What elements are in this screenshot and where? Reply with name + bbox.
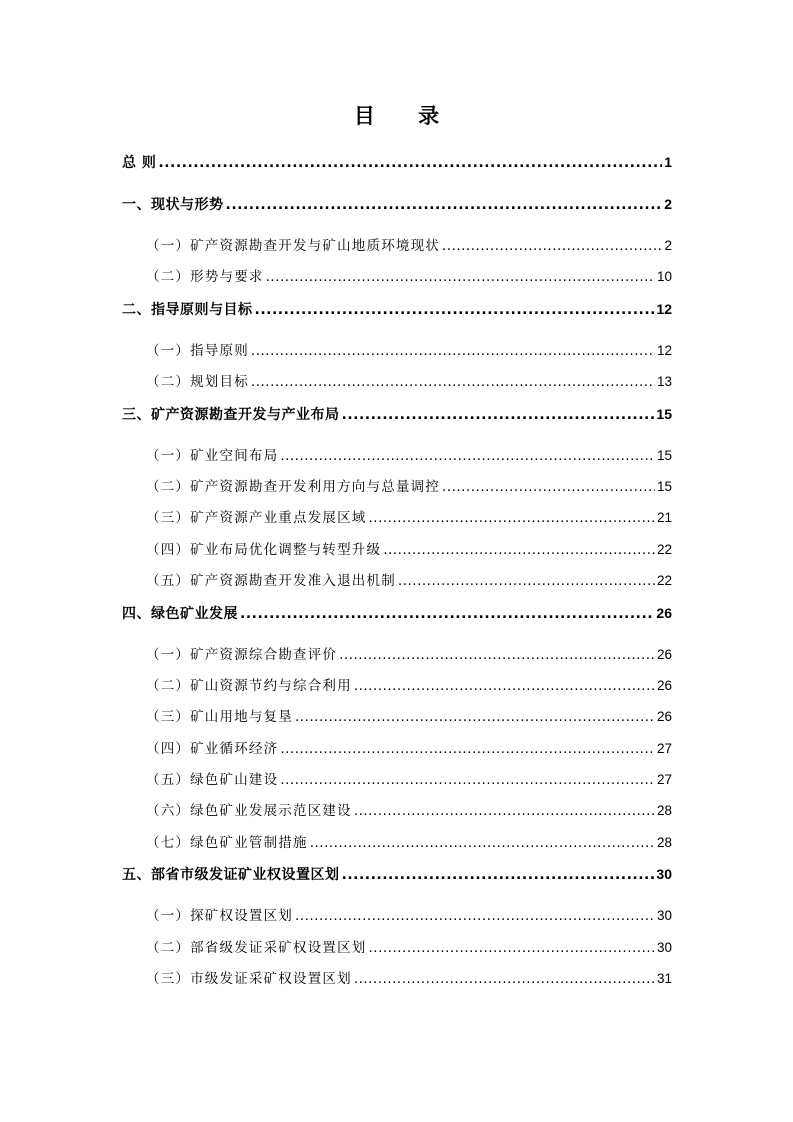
toc-page-number: 10 [656, 269, 672, 285]
toc-chapter-entry[interactable] [122, 858, 672, 900]
toc-section-entry[interactable] [122, 932, 672, 963]
toc-leader-dots [342, 859, 655, 891]
toc-entry-text: （四）矿业布局优化调整与转型升级 [146, 541, 382, 558]
toc-section-entry[interactable] [122, 795, 672, 826]
toc-entry-text: （七）绿色矿业管制措施 [146, 834, 308, 851]
toc-list [122, 146, 672, 994]
toc-page-number: 26 [656, 709, 672, 725]
toc-section-entry[interactable] [122, 261, 672, 292]
toc-page-number: 1 [664, 154, 672, 170]
toc-leader-dots [442, 472, 655, 503]
toc-entry-text: （一）指导原则 [146, 342, 249, 359]
toc-section-entry[interactable] [122, 565, 672, 596]
toc-leader-dots [280, 441, 655, 472]
toc-leader-dots [342, 399, 655, 431]
toc-leader-dots [158, 147, 662, 179]
toc-page-number: 30 [656, 908, 672, 924]
toc-page-number: 15 [656, 447, 672, 463]
toc-entry-text: （一）矿产资源综合勘查评价 [146, 646, 338, 663]
toc-page-number: 28 [656, 834, 672, 850]
toc-leader-dots [354, 964, 655, 995]
toc-section-entry[interactable] [122, 963, 672, 994]
toc-page-number: 31 [656, 971, 672, 987]
toc-leader-dots [255, 294, 655, 326]
toc-entry-text: （三）市级发证采矿权设置区划 [146, 971, 352, 988]
toc-leader-dots [354, 796, 655, 827]
toc-entry-text: （一）矿业空间布局 [146, 447, 279, 464]
toc-section-entry[interactable] [122, 502, 672, 533]
toc-leader-dots [240, 598, 654, 630]
toc-entry-text: （二）矿山资源节约与综合利用 [146, 677, 352, 694]
toc-entry-text: （二）规划目标 [146, 374, 249, 391]
toc-entry-text: （二）矿产资源勘查开发利用方向与总量调控 [146, 478, 440, 495]
toc-entry-text: 四、绿色矿业发展 [122, 605, 238, 622]
toc-page-number: 15 [656, 405, 672, 422]
toc-chapter-entry[interactable] [122, 146, 672, 188]
toc-section-entry[interactable] [122, 335, 672, 366]
toc-entry-text: （一）探矿权设置区划 [146, 908, 293, 925]
toc-leader-dots [310, 828, 655, 859]
toc-section-entry[interactable] [122, 764, 672, 795]
toc-section-entry[interactable] [122, 827, 672, 858]
toc-entry-text: （三）矿山用地与复垦 [146, 709, 293, 726]
toc-section-entry[interactable] [122, 701, 672, 732]
toc-leader-dots [266, 262, 655, 293]
toc-leader-dots [339, 640, 655, 671]
toc-leader-dots [369, 503, 655, 534]
toc-entry-text: （一）矿产资源勘查开发与矿山地质环境现状 [146, 238, 440, 254]
toc-title: 目 录 [353, 104, 458, 128]
toc-page-number: 30 [656, 939, 672, 955]
toc-page-number: 28 [656, 803, 672, 819]
toc-page-number: 15 [656, 478, 672, 494]
toc-leader-dots [251, 336, 655, 367]
toc-page-number: 27 [656, 740, 672, 756]
toc-section-entry[interactable] [122, 230, 672, 261]
toc-section-entry[interactable] [122, 733, 672, 764]
toc-leader-dots [354, 671, 655, 702]
toc-entry-text: 一、现状与形势 [122, 197, 224, 213]
toc-chapter-entry[interactable] [122, 398, 672, 440]
toc-leader-dots [369, 933, 655, 964]
toc-chapter-entry[interactable] [122, 188, 672, 230]
toc-entry-text: 二、指导原则与目标 [122, 301, 253, 318]
toc-section-entry[interactable] [122, 900, 672, 931]
toc-page-number: 26 [656, 604, 672, 621]
toc-entry-text: （三）矿产资源产业重点发展区域 [146, 510, 367, 527]
toc-chapter-entry[interactable] [122, 293, 672, 335]
toc-leader-dots [280, 765, 655, 796]
toc-page-number: 12 [656, 342, 672, 358]
toc-page-number: 2 [664, 238, 672, 253]
toc-page-number: 12 [656, 300, 672, 317]
toc-page-number: 22 [656, 541, 672, 557]
toc-leader-dots [295, 702, 655, 733]
toc-page-number: 27 [656, 772, 672, 788]
toc-leader-dots [295, 901, 655, 932]
toc-page-number: 2 [664, 196, 672, 212]
toc-chapter-entry[interactable] [122, 597, 672, 639]
toc-page-number: 21 [656, 510, 672, 526]
toc-entry-text: （四）矿业循环经济 [146, 740, 279, 757]
toc-entry-text: 五、部省市级发证矿业权设置区划 [122, 867, 340, 884]
toc-page-number: 26 [656, 677, 672, 693]
toc-page-number: 13 [656, 374, 672, 390]
toc-entry-text: 总 则 [122, 155, 157, 171]
toc-section-entry[interactable] [122, 534, 672, 565]
toc-entry-text: （六）绿色矿业发展示范区建设 [146, 803, 352, 820]
toc-page-number: 30 [656, 866, 672, 883]
toc-entry-text: （二）形势与要求 [146, 269, 264, 286]
toc-entry-text: （五）矿产资源勘查开发准入退出机制 [146, 573, 396, 590]
toc-leader-dots [251, 367, 655, 398]
toc-section-entry[interactable] [122, 639, 672, 670]
toc-section-entry[interactable] [122, 440, 672, 471]
toc-page-number: 22 [656, 573, 672, 589]
toc-leader-dots [280, 734, 655, 765]
toc-section-entry[interactable] [122, 366, 672, 397]
toc-page-number: 26 [656, 646, 672, 662]
toc-section-entry[interactable] [122, 670, 672, 701]
toc-entry-text: 三、矿产资源勘查开发与产业布局 [122, 406, 340, 423]
toc-section-entry[interactable] [122, 471, 672, 502]
toc-leader-dots [226, 189, 663, 221]
toc-leader-dots [398, 566, 655, 597]
toc-entry-text: （五）绿色矿山建设 [146, 772, 279, 789]
toc-leader-dots [442, 231, 662, 262]
toc-entry-text: （二）部省级发证采矿权设置区划 [146, 939, 367, 956]
toc-leader-dots [383, 535, 655, 566]
